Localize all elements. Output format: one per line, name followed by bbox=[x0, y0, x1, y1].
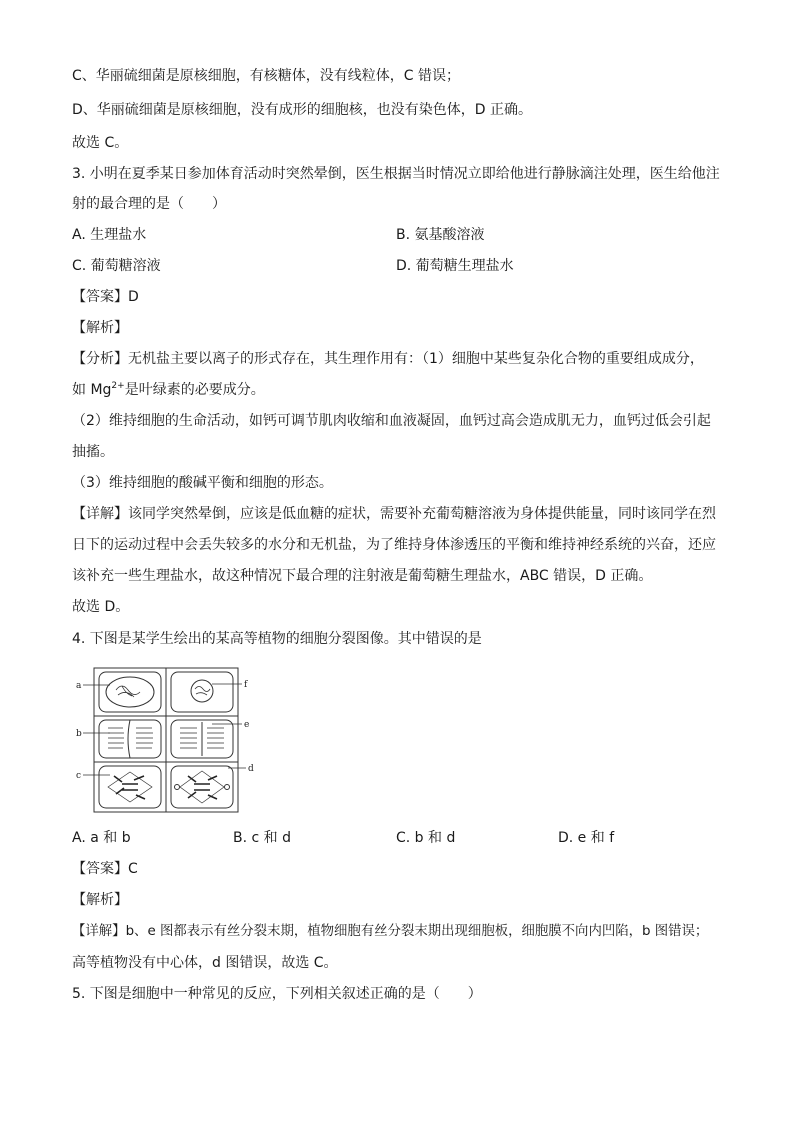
cell-a-chromosomes bbox=[116, 686, 140, 697]
cell-f-wall bbox=[171, 672, 233, 712]
label-b: b bbox=[76, 729, 82, 739]
label-f: f bbox=[244, 680, 248, 690]
detail-label: 【详解】 bbox=[72, 924, 126, 939]
label-a: a bbox=[76, 681, 82, 691]
option-c-explanation: C、华丽硫细菌是原核细胞，有核糖体，没有线粒体，C 错误； bbox=[72, 68, 460, 84]
cell-d-centriole-right bbox=[225, 785, 230, 790]
q4-detail-line-2: 高等植物没有中心体，d 图错误，故选 C。 bbox=[72, 955, 338, 971]
fenxi-mg-charge: 2+ bbox=[111, 381, 125, 391]
q3-option-a: A. 生理盐水 bbox=[72, 227, 147, 243]
q3-fenxi-line-3: （2）维持细胞的生命活动，如钙可调节肌肉收缩和血液凝固，血钙过高会造成肌无力，血钙过低会引起 bbox=[72, 413, 711, 429]
cell-d-centriole-left bbox=[175, 785, 180, 790]
fenxi-mg-prefix: 如 Mg bbox=[72, 382, 112, 398]
cell-f-chromatin bbox=[195, 687, 210, 696]
q4-option-b: B. c 和 d bbox=[233, 830, 291, 846]
q4-analysis-label: 【解析】 bbox=[72, 892, 128, 908]
cell-division-diagram bbox=[70, 662, 260, 814]
q4-option-a: A. a 和 b bbox=[72, 830, 131, 846]
q4-detail-line-1 bbox=[72, 922, 708, 942]
fenxi-text: 无机盐主要以离子的形式存在，其生理作用有：（1）细胞中某些复杂化合物的重要组成成分， bbox=[128, 351, 704, 367]
cell-division-figure bbox=[70, 662, 260, 814]
q4-answer bbox=[72, 859, 138, 879]
cell-d-spindle bbox=[180, 771, 224, 803]
option-d-explanation: D、华丽硫细菌是原核细胞，没有成形的细胞核，也没有染色体，D 正确。 bbox=[72, 102, 533, 118]
label-c: c bbox=[76, 771, 82, 781]
q3-answer bbox=[72, 287, 139, 307]
q3-option-c: C. 葡萄糖溶液 bbox=[72, 258, 161, 274]
detail-text: b、e 图都表示有丝分裂末期，植物细胞有丝分裂末期出现细胞板，细胞膜不向内凹陷，b 图错误； bbox=[125, 924, 709, 939]
answer-value: D bbox=[128, 289, 139, 305]
detail-label: 【详解】 bbox=[72, 506, 128, 522]
answer-value: C bbox=[128, 861, 138, 877]
cell-b-spindle bbox=[108, 728, 153, 748]
q3-detail-line-2: 日下的运动过程中会丢失较多的水分和无机盐，为了维持身体渗透压的平衡和维持神经系统的兴奋，还应 bbox=[72, 537, 716, 553]
detail-text: 该同学突然晕倒，应该是低血糖的症状，需要补充葡萄糖溶液为身体提供能量，同时该同学在烈 bbox=[128, 506, 716, 522]
q3-option-b: B. 氨基酸溶液 bbox=[396, 227, 485, 243]
q3-fenxi-line-5: （3）维持细胞的酸碱平衡和细胞的形态。 bbox=[72, 475, 333, 491]
q5-stem: 5. 下图是细胞中一种常见的反应，下列相关叙述正确的是（ ） bbox=[72, 986, 482, 1002]
cell-f-nucleus bbox=[191, 680, 213, 702]
q3-stem-line-1: 3. 小明在夏季某日参加体育活动时突然晕倒，医生根据当时情况立即给他进行静脉滴注处理，医生给他注 bbox=[72, 166, 720, 182]
q3-fenxi-line-4: 抽搐。 bbox=[72, 444, 114, 460]
answer-label: 【答案】 bbox=[72, 861, 128, 877]
q3-detail-line-3: 该补充一些生理盐水，故这种情况下最合理的注射液是葡萄糖生理盐水，ABC 错误，D 正确。 bbox=[72, 568, 653, 584]
label-e: e bbox=[244, 720, 250, 730]
fenxi-label: 【分析】 bbox=[72, 351, 128, 367]
q3-analysis-label: 【解析】 bbox=[72, 320, 128, 336]
q3-fenxi-line-2 bbox=[72, 380, 265, 400]
q3-option-d: D. 葡萄糖生理盐水 bbox=[396, 258, 514, 274]
q3-detail-line-1 bbox=[72, 504, 716, 524]
previous-conclusion: 故选 C。 bbox=[72, 135, 129, 151]
q4-stem: 4. 下图是某学生绘出的某高等植物的细胞分裂图像。其中错误的是 bbox=[72, 631, 482, 647]
cell-b-furrow bbox=[128, 720, 130, 758]
q4-option-c: C. b 和 d bbox=[396, 830, 456, 846]
answer-label: 【答案】 bbox=[72, 289, 128, 305]
cell-b-wall bbox=[99, 720, 161, 758]
label-d: d bbox=[248, 764, 254, 774]
q4-option-d: D. e 和 f bbox=[558, 830, 615, 846]
q3-stem-line-2: 射的最合理的是（ ） bbox=[72, 196, 226, 212]
fenxi-mg-suffix: 是叶绿素的必要成分。 bbox=[124, 382, 265, 398]
q3-conclusion: 故选 D。 bbox=[72, 599, 130, 615]
q3-fenxi-line-1 bbox=[72, 349, 704, 369]
